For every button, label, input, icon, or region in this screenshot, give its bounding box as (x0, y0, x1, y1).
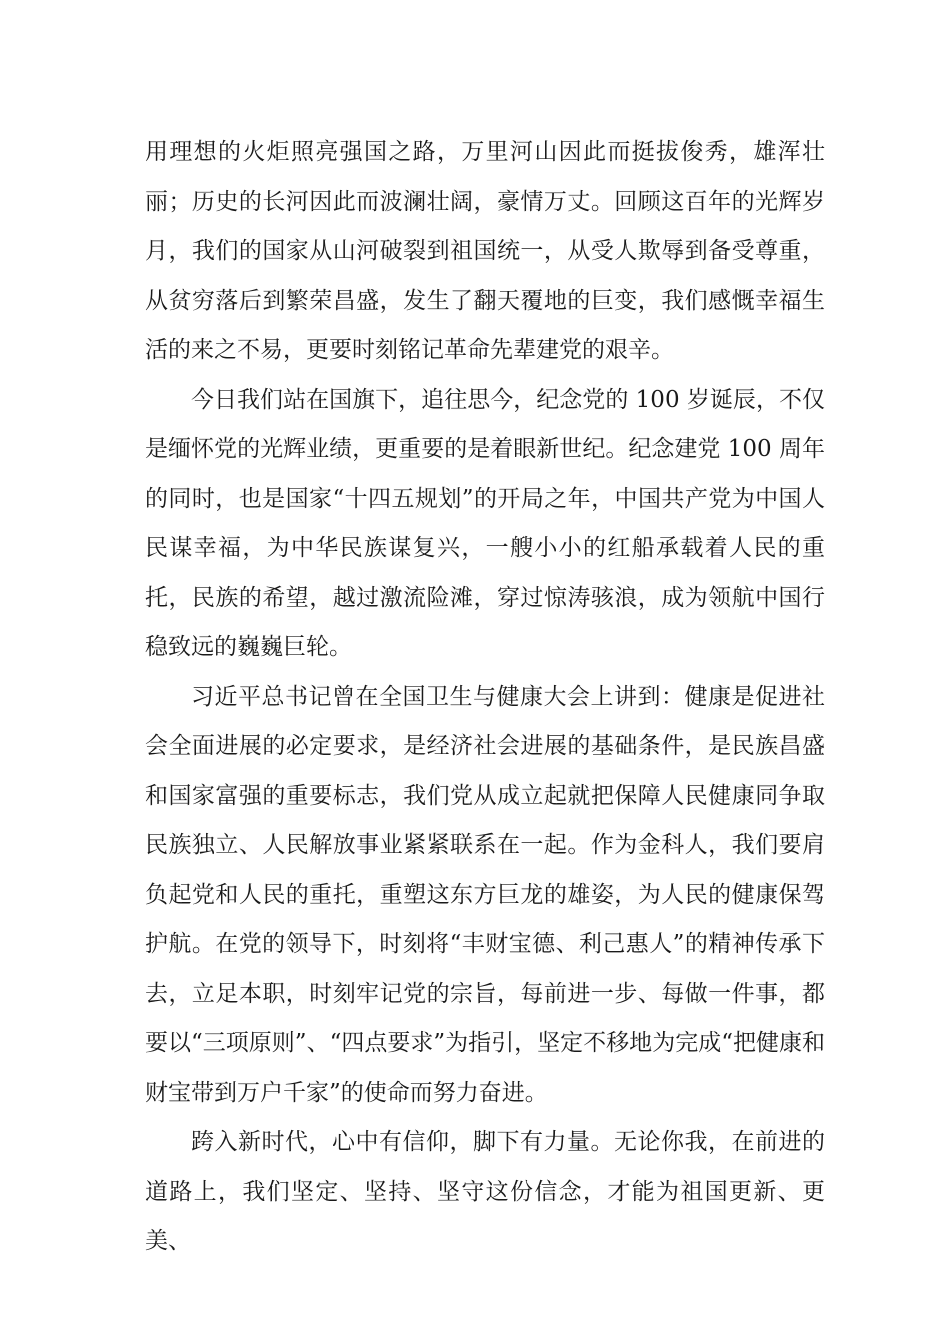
paragraph-4: 跨入新时代，心中有信仰，脚下有力量。无论你我，在前进的道路上，我们坚定、坚持、坚守这份信念，才能为祖国更新、更美、 (145, 1129, 825, 1254)
paragraph-1: 用理想的火炬照亮强国之路，万里河山因此而挺拔俊秀，雄浑壮丽；历史的长河因此而波澜壮阔，豪情万丈。回顾这百年的光辉岁月，我们的国家从山河破裂到祖国统一，从受人欺辱到备受尊重，从贫穷落后到繁荣昌盛，发生了翻天覆地的巨变，我们感慨幸福生活的来之不易，更要时刻铭记革命先辈建党的艰辛。 (145, 139, 825, 363)
paragraph-2: 今日我们站在国旗下，追往思今，纪念党的 100 岁诞辰，不仅是缅怀党的光辉业绩，更重要的是着眼新世纪。纪念建党 100 周年的同时，也是国家“十四五规划”的开局之年，中国共产党为中国人民谋幸福，为中华民族谋复兴，一艘小小的红船承载着人民的重托，民族的希望，越过激流险滩，穿过惊涛骇浪，成为领航中国行稳致远的巍巍巨轮。 (145, 386, 825, 660)
document-body (145, 128, 825, 1267)
paragraph-3: 习近平总书记曾在全国卫生与健康大会上讲到：健康是促进社会全面进展的必定要求，是经济社会进展的基础条件，是民族昌盛和国家富强的重要标志，我们党从成立起就把保障人民健康同争取民族独立、人民解放事业紧紧联系在一起。作为金科人，我们要肩负起党和人民的重托，重塑这东方巨龙的雄姿，为人民的健康保驾护航。在党的领导下，时刻将“丰财宝德、利己惠人”的精神传承下去，立足本职，时刻牢记党的宗旨，每前进一步、每做一件事，都要以“三项原则”、“四点要求”为指引，坚定不移地为完成“把健康和财宝带到万户千家”的使命而努力奋进。 (145, 683, 825, 1106)
